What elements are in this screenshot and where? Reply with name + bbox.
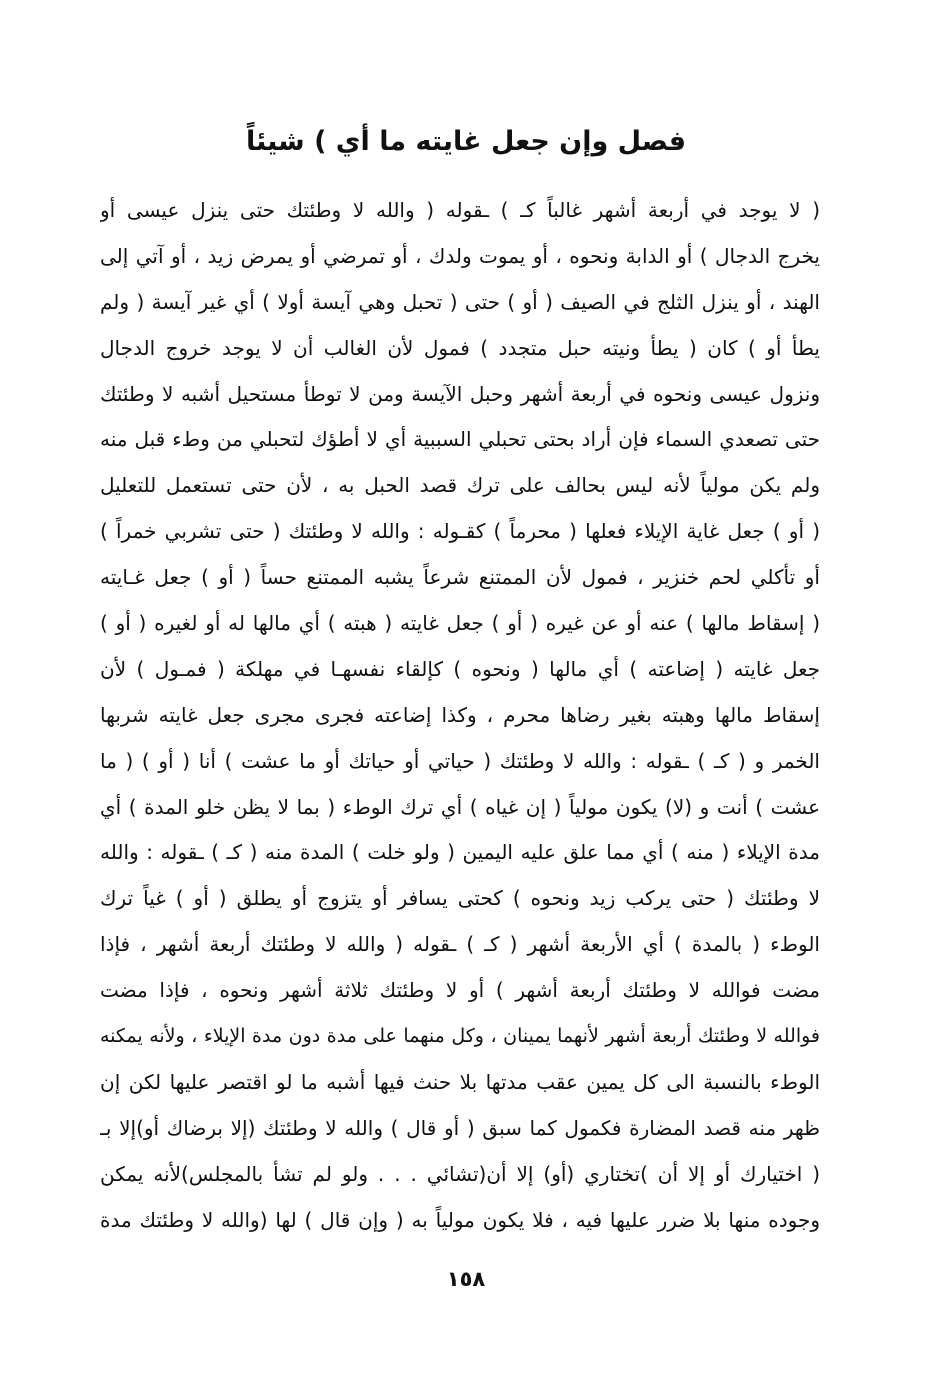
text-line: ظهر منه قصد المضارة فكمول كما سبق ( أو قال ) والله لا وطئتك (إلا برضاك أو)إلا بـ bbox=[100, 1115, 820, 1140]
text-line: وجوده منها بلا ضرر عليها فيه ، فلا يكون مولياً به ( وإن قال ) لها (والله لا وطئتك مدة bbox=[100, 1207, 820, 1232]
text-line: جعل غايته ( إضاعته ) أي مالها ( ونحوه ) كإلقاء نفسهـا في مهلكة ( فمـول ) لأن bbox=[100, 656, 820, 681]
body-text bbox=[100, 188, 820, 1243]
text-line: حتى تصعدي السماء فإن أراد بحتى تحبلي السببية أي لا أطؤك لتحبلي من وطء قبل منه bbox=[100, 427, 820, 452]
text-line: يخرج الدجال ) أو الدابة ونحوه ، أو يموت ولدك ، أو تمرضي أو يمرض زيد ، أو آتي إلى bbox=[100, 243, 820, 268]
text-line: مدة الإيلاء ( منه ) أي مما علق عليه اليمين ( ولو خلت ) المدة منه ( كـ ) ـقوله : والله bbox=[100, 840, 820, 865]
text-line: عشت ) أنت و (لا) يكون مولياً ( إن غياه ) أي ترك الوطء ( بما لا يظن خلو المدة ) أي bbox=[100, 794, 820, 819]
text-line: ( اختيارك أو إلا أن )تختاري (أو) إلا أن(تشائي . . . ولو لم تشأ بالمجلس)لأنه يمكن bbox=[100, 1161, 820, 1186]
text-line: مضت فوالله لا وطئتك أربعة أشهر ) أو لا وطئتك ثلاثة أشهر ونحوه ، فإذا مضت bbox=[100, 978, 820, 1003]
page-number: ١٥٨ bbox=[446, 1267, 486, 1291]
text-line: الوطء بالنسبة الى كل يمين عقب مدتها بلا حنث فيها أشبه ما لو اقتصر عليها لكن إن bbox=[100, 1069, 820, 1094]
text-line: أو تأكلي لحم خنزير ، فمول لأن الممتنع شرعاً يشبه الممتنع حساً ( أو ) جعل غـايته bbox=[100, 565, 820, 590]
text-line: الهند ، أو ينزل الثلج في الصيف ( أو ) حتى ( تحبل وهي آيسة أولا ) أي غير آيسة ( ولم bbox=[100, 289, 820, 314]
text-line: يطأ أو ) كان ( يطأ ونيته حبل متجدد ) فمول لأن الغالب أن لا يوجد خروج الدجال bbox=[100, 335, 820, 360]
text-line: فوالله لا وطئتك أربعة أشهر لأنهما يمينان ، وكل منهما على مدة دون مدة الإيلاء ، ولأنه يمكنه bbox=[100, 1025, 820, 1048]
text-line: ونزول عيسى ونحوه في أربعة أشهر وحبل الآيسة ومن لا توطأ مستحيل أشبه لا وطئتك bbox=[100, 381, 820, 406]
text-line: ( إسقاط مالها ) عنه أو عن غيره ( أو ) جعل غايته ( هبته ) أي مالها له أو لغيره ( أو ) bbox=[100, 611, 820, 636]
section-heading: فصل وإن جعل غايته ما أي ) شيئاً bbox=[245, 126, 687, 157]
text-line: الوطء ( بالمدة ) أي الأربعة أشهر ( كـ ) ـقوله ( والله لا وطئتك أربعة أشهر ، فإذا bbox=[100, 932, 820, 957]
text-line: الخمر و ( كـ ) ـقوله : والله لا وطئتك ( حياتي أو حياتك أو ما عشت ) أنا ( أو ) ( ما bbox=[100, 748, 820, 773]
text-line: ( لا يوجد في أربعة أشهر غالباً كـ ) ـقوله ( والله لا وطئتك حتى ينزل عيسى أو bbox=[100, 198, 820, 222]
text-line: ولم يكن مولياً لأنه ليس بحالف على ترك قصد الحبل به ، لأن حتى تستعمل للتعليل bbox=[100, 473, 820, 498]
text-line: ( أو ) جعل غاية الإيلاء فعلها ( محرماً ) كقـوله : والله لا وطئتك ( حتى تشربي خمراً ) bbox=[100, 519, 820, 544]
text-line: إسقاط مالها وهبته بغير رضاها محرم ، وكذا إضاعته فجرى مجرى جعل غايته شربها bbox=[100, 702, 820, 727]
text-line: لا وطئتك ( حتى يركب زيد ونحوه ) كحتى يسافر أو يتزوج أو يطلق ( أو ) غياً ترك bbox=[100, 886, 820, 911]
